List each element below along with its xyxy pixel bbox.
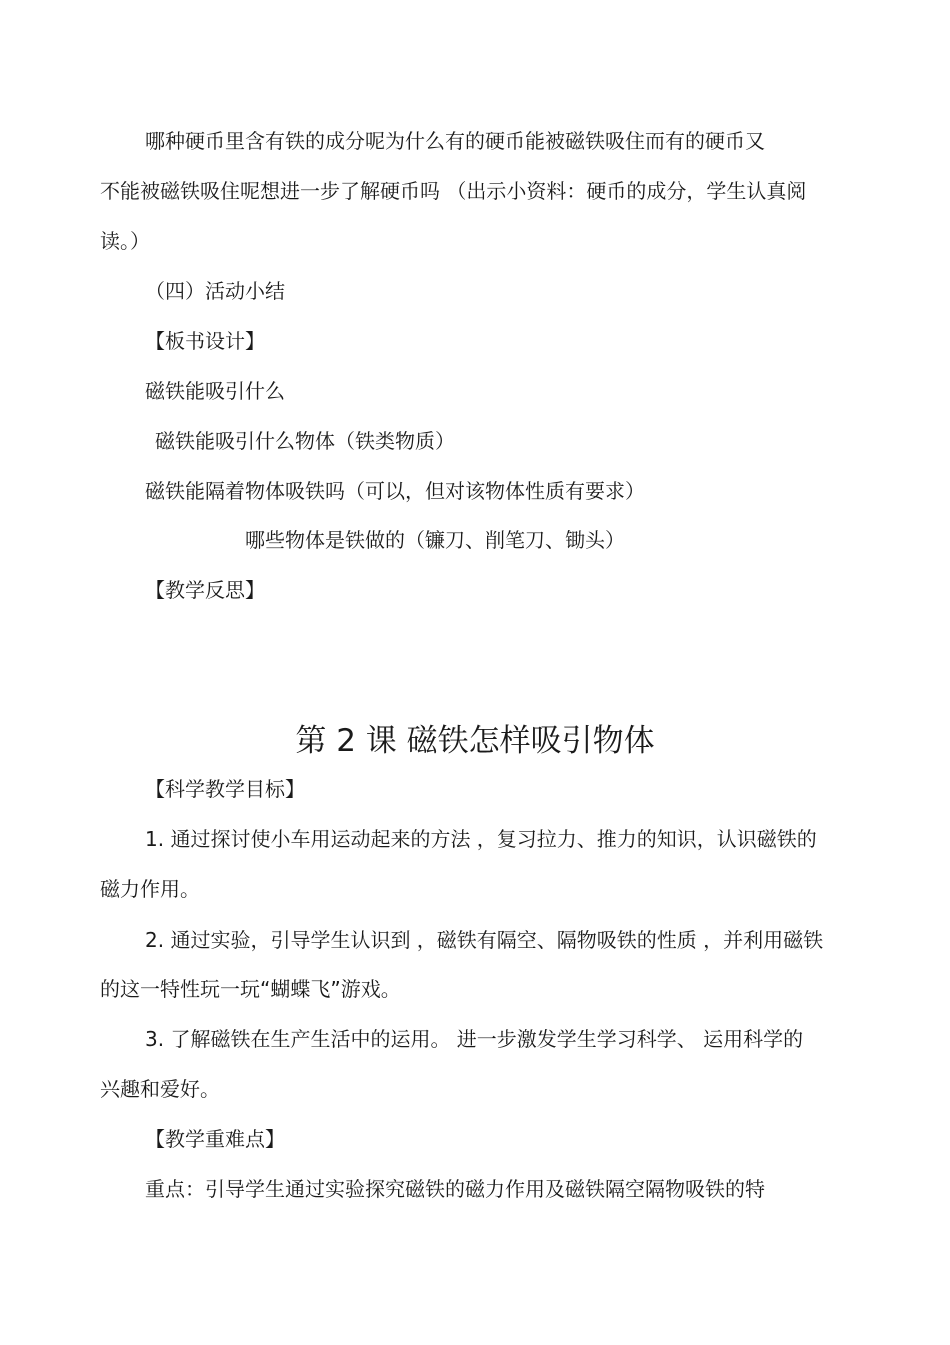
paragraph-line: 哪种硬币里含有铁的成分呢为什么有的硬币能被磁铁吸住而有的硬币又	[145, 129, 765, 153]
paragraph-line: 1. 通过探讨使小车用运动起来的方法 ，复习拉力、推力的知识，认识磁铁的	[145, 827, 817, 851]
paragraph-line: 的这一特性玩一玩“蝴蝶飞”游戏。	[100, 977, 401, 1001]
paragraph-line: 兴趣和爱好。	[100, 1077, 220, 1101]
lesson-title: 第 2 课 磁铁怎样吸引物体	[295, 723, 655, 759]
board-line: 磁铁能隔着物体吸铁吗（可以，但对该物体性质有要求）	[145, 479, 645, 503]
section-heading: 【板书设计】	[145, 329, 265, 353]
section-heading: 【教学反思】	[145, 578, 265, 602]
section-heading: 【教学重难点】	[145, 1127, 285, 1151]
paragraph-line: 读。）	[100, 229, 150, 253]
section-heading: （四）活动小结	[145, 279, 285, 303]
paragraph-line: 重点：引导学生通过实验探究磁铁的磁力作用及磁铁隔空隔物吸铁的特	[145, 1177, 765, 1201]
paragraph-line: 磁力作用。	[100, 877, 200, 901]
board-line: 哪些物体是铁做的（镰刀、削笔刀、锄头）	[245, 528, 625, 552]
section-heading: 【科学教学目标】	[145, 777, 305, 801]
board-line: 磁铁能吸引什么	[145, 379, 285, 403]
paragraph-line: 不能被磁铁吸住呢想进一步了解硬币吗 （出示小资料：硬币的成分，学生认真阅	[100, 179, 807, 203]
paragraph-line: 3. 了解磁铁在生产生活中的运用。 进一步激发学生学习科学、 运用科学的	[145, 1027, 804, 1051]
paragraph-line: 2. 通过实验，引导学生认识到 ，磁铁有隔空、隔物吸铁的性质 ，并利用磁铁	[145, 928, 824, 952]
board-line: 磁铁能吸引什么物体（铁类物质）	[155, 429, 455, 453]
